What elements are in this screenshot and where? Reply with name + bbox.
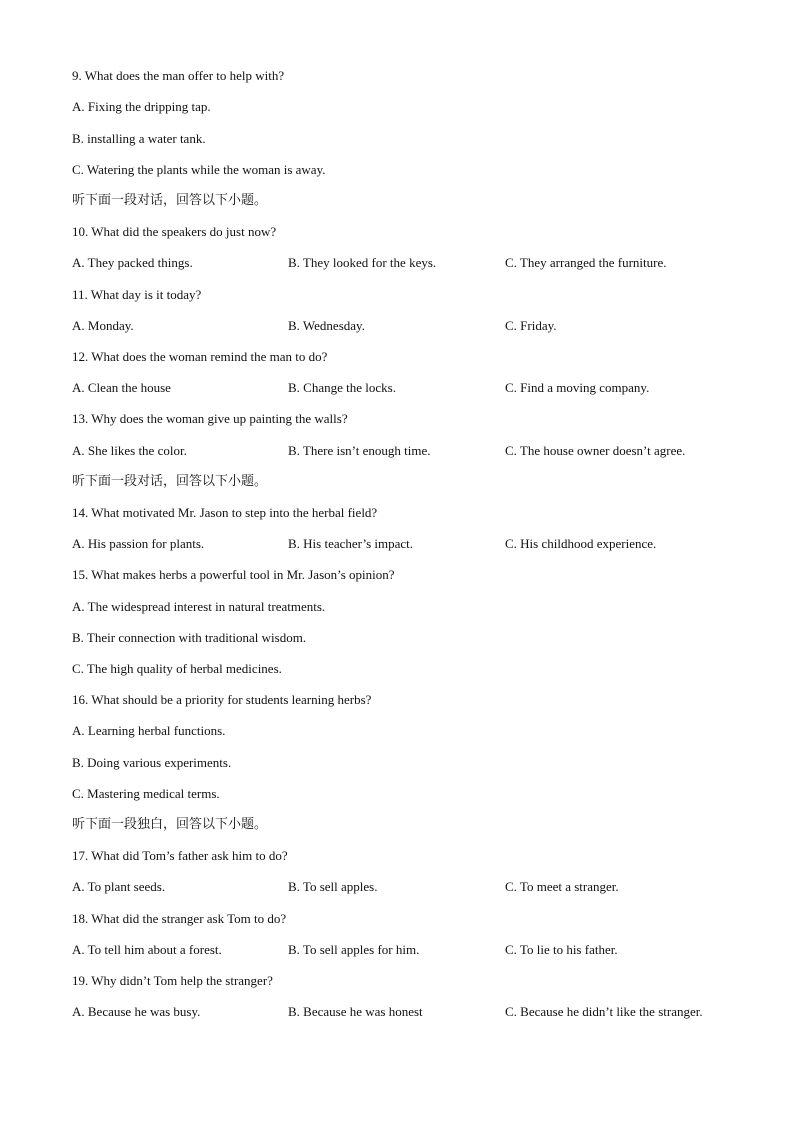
question-13: 13. Why does the woman give up painting the walls? — [72, 411, 348, 426]
question-11: 11. What day is it today? — [72, 287, 202, 302]
question-15: 15. What makes herbs a powerful tool in Mr. Jason’s opinion? — [72, 567, 395, 582]
question-14: 14. What motivated Mr. Jason to step into the herbal field? — [72, 505, 378, 520]
q9-option-b: B. installing a water tank. — [72, 131, 206, 146]
q17-options — [72, 878, 752, 896]
q17-option-c: C. To meet a stranger. — [505, 879, 619, 894]
question-9: 9. What does the man offer to help with? — [72, 68, 285, 83]
q9-option-c: C. Watering the plants while the woman is away. — [72, 162, 326, 177]
q13-options — [72, 442, 752, 460]
q10-option-c: C. They arranged the furniture. — [505, 255, 667, 270]
q17-option-a: A. To plant seeds. — [72, 879, 166, 894]
q13-option-b: B. There isn’t enough time. — [288, 443, 431, 458]
q10-option-b: B. They looked for the keys. — [288, 255, 437, 270]
q13-option-a: A. She likes the color. — [72, 443, 187, 458]
q12-options — [72, 379, 752, 397]
question-16: 16. What should be a priority for students learning herbs? — [72, 692, 372, 707]
q10-option-a: A. They packed things. — [72, 255, 193, 270]
section-instruction-dialogue-2: 听下面一段对话，回答以下小题。 — [72, 474, 268, 489]
q18-option-b: B. To sell apples for him. — [288, 942, 420, 957]
q10-options — [72, 254, 752, 272]
q16-option-a: A. Learning herbal functions. — [72, 723, 226, 738]
q12-option-b: B. Change the locks. — [288, 380, 396, 395]
q18-option-a: A. To tell him about a forest. — [72, 942, 222, 957]
q19-option-c: C. Because he didn’t like the stranger. — [505, 1004, 703, 1019]
q19-option-a: A. Because he was busy. — [72, 1004, 201, 1019]
question-18: 18. What did the stranger ask Tom to do? — [72, 911, 287, 926]
q13-option-c: C. The house owner doesn’t agree. — [505, 443, 686, 458]
q17-option-b: B. To sell apples. — [288, 879, 378, 894]
q11-option-b: B. Wednesday. — [288, 318, 365, 333]
q12-option-a: A. Clean the house — [72, 380, 171, 395]
q9-option-a: A. Fixing the dripping tap. — [72, 99, 211, 114]
q14-option-a: A. His passion for plants. — [72, 536, 205, 551]
q14-options — [72, 535, 752, 553]
q16-option-b: B. Doing various experiments. — [72, 755, 232, 770]
q19-options — [72, 1003, 752, 1021]
section-instruction-monologue: 听下面一段独白，回答以下小题。 — [72, 817, 268, 832]
q11-option-c: C. Friday. — [505, 318, 557, 333]
q11-options — [72, 317, 752, 335]
q15-option-b: B. Their connection with traditional wisdom. — [72, 630, 307, 645]
question-10: 10. What did the speakers do just now? — [72, 224, 277, 239]
q18-option-c: C. To lie to his father. — [505, 942, 618, 957]
q14-option-b: B. His teacher’s impact. — [288, 536, 414, 551]
q19-option-b: B. Because he was honest — [288, 1004, 423, 1019]
question-19: 19. Why didn’t Tom help the stranger? — [72, 973, 273, 988]
section-instruction-dialogue-1: 听下面一段对话，回答以下小题。 — [72, 193, 268, 208]
question-17: 17. What did Tom’s father ask him to do? — [72, 848, 288, 863]
question-12: 12. What does the woman remind the man to do? — [72, 349, 328, 364]
q12-option-c: C. Find a moving company. — [505, 380, 650, 395]
q18-options — [72, 941, 752, 959]
q16-option-c: C. Mastering medical terms. — [72, 786, 220, 801]
q15-option-a: A. The widespread interest in natural treatments. — [72, 599, 326, 614]
q11-option-a: A. Monday. — [72, 318, 134, 333]
q14-option-c: C. His childhood experience. — [505, 536, 657, 551]
q15-option-c: C. The high quality of herbal medicines. — [72, 661, 282, 676]
